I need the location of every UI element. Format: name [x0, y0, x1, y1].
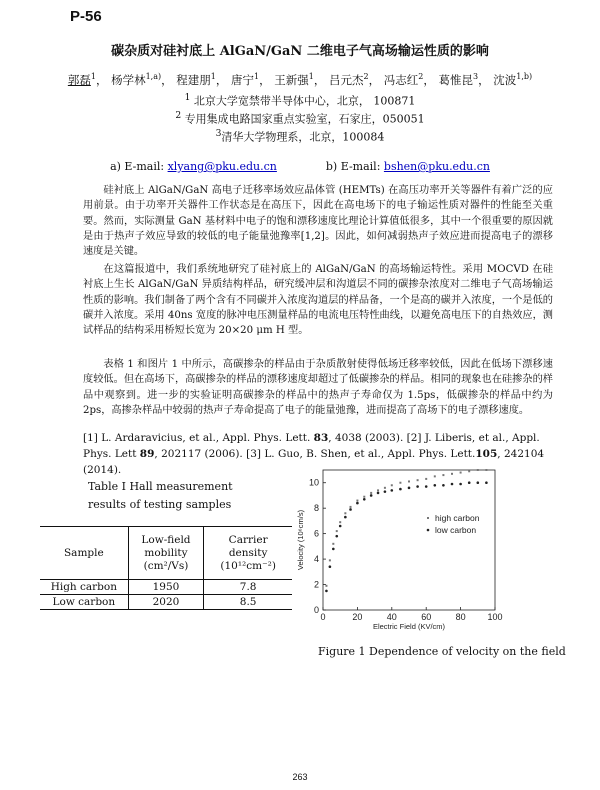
paper-title: 碳杂质对硅衬底上 AlGaN/GaN 二维电子气高场输运性质的影响	[111, 44, 489, 59]
data-point-low-carbon	[451, 483, 454, 486]
table-cell: Low carbon	[40, 595, 128, 610]
paper-id: P-56	[70, 8, 102, 25]
data-point-high-carbon	[442, 474, 444, 476]
data-point-high-carbon	[350, 506, 352, 508]
data-point-low-carbon	[391, 489, 394, 492]
data-point-low-carbon	[399, 488, 402, 491]
body-paragraph-1: 硅衬底上 AlGaN/GaN 高电子迁移率场效应晶体管 (HEMTs) 在高压功率开关等器件有着广泛的应用前景。由于功率开关器件工作状态是在高压下，因此在高电场下的电子输运性质对器件的性能至关重要。然而，实际测量 GaN 基材料中电子的饱和漂移速度比理论计算值低很多，其中一个很重要的原因就是由于热声子效应导致的较低的电子能量弛豫率[1,2]。因此，如何减弱热声子效应进而提高电子的漂移速度是关键。	[83, 185, 553, 258]
affiliation-1: $^1$ 北京大学宽禁带半导体中心，北京， 100871	[184, 92, 416, 108]
data-point-low-carbon	[434, 484, 437, 487]
header-mobility: Low-field mobility (cm²/Vs)	[128, 527, 204, 580]
data-point-low-carbon	[442, 484, 445, 487]
affiliation-2: $^2$ 专用集成电路国家重点实验室，石家庄，050051	[175, 110, 425, 126]
data-point-high-carbon	[477, 469, 479, 471]
references: [1] L. Ardaravicius, et al., Appl. Phys. Lett. 83, 4038 (2003). [2] J. Liberis, et al., Appl. Phys. Lett 89, 202117 (2006). [3] L. Guo, B. Shen, et al., Appl. Phys. Lett.105, 242104 (2014).	[83, 432, 545, 476]
data-point-low-carbon	[370, 494, 373, 497]
data-point-high-carbon	[408, 480, 410, 482]
data-point-high-carbon	[325, 585, 327, 587]
legend-marker-low-carbon	[427, 529, 430, 532]
data-point-low-carbon	[356, 502, 359, 505]
x-tick-label: 60	[421, 612, 432, 622]
data-point-high-carbon	[363, 496, 365, 498]
header-sample: Sample	[40, 527, 128, 580]
y-axis-label: Velocity (10⁶cm/s)	[296, 509, 305, 571]
data-point-low-carbon	[485, 481, 488, 484]
author-name: 郭磊	[67, 73, 91, 87]
data-point-high-carbon	[336, 530, 338, 532]
data-point-high-carbon	[370, 492, 372, 494]
data-point-high-carbon	[468, 470, 470, 472]
data-point-high-carbon	[332, 543, 334, 545]
data-point-high-carbon	[417, 479, 419, 481]
data-point-low-carbon	[416, 485, 419, 488]
data-point-high-carbon	[485, 469, 487, 471]
table-row	[40, 595, 292, 610]
x-axis-label: Electric Field (KV/cm)	[372, 622, 446, 631]
table-cell: 7.8	[204, 580, 292, 595]
data-point-high-carbon	[344, 512, 346, 514]
x-tick-label: 0	[320, 612, 326, 622]
y-tick-label: 2	[313, 579, 319, 590]
author-name: 杨学林	[111, 73, 146, 87]
table-caption: Table I Hall measurement results of testing samples	[88, 480, 233, 511]
x-tick-label: 20	[352, 612, 363, 622]
data-point-high-carbon	[391, 484, 393, 486]
page-number: 263	[292, 772, 308, 782]
data-point-high-carbon	[434, 475, 436, 477]
body-paragraph-3: 表格 1 和图片 1 中所示，高碳掺杂的样品由于杂质散射使得低场迁移率较低，因此在低场下漂移速度较低。但在高场下，高碳掺杂的样品的漂移速度却超过了低碳掺杂的样品。相同的现象也在硅掺杂的样品中观察到。进一步的实验证明高碳掺杂的样品中的热声子寿命仅为 1.5ps，低碳掺杂的样品中约为 2ps，高掺杂样品中较弱的热声子寿命提高了电子的能量弛豫，进而提高了高场下的电子漂移速度。	[83, 359, 553, 416]
plot-frame	[323, 470, 495, 610]
data-point-high-carbon	[399, 482, 401, 484]
author-name: 唐宁	[231, 73, 255, 87]
hall-measurement-table	[40, 526, 292, 610]
data-point-low-carbon	[344, 516, 347, 519]
data-point-low-carbon	[468, 481, 471, 484]
y-tick-label: 10	[308, 477, 319, 488]
author-name: 王新强	[274, 73, 309, 87]
x-tick-label: 40	[386, 612, 397, 622]
body-paragraph-2: 在这篇报道中，我们系统地研究了硅衬底上的 AlGaN/GaN 的高场输运特性。采用 MOCVD 在硅衬底上生长 AlGaN/GaN 异质结构样品，研究缓冲层和沟道层不同的碳掺杂浓度对二维电子气高场输运性质的影响。我们制备了两个含有不同碳并入浓度沟道层的样品备，一个是高的碳并入浓度，一个是低的碳并入浓度。采用 40ns 宽度的脉冲电压测量样品的电流电压特性曲线，以避免高电压下的自热效应，测试样品的结构采用桥短长宽为 20×20 μm H 型。	[83, 264, 553, 337]
email-link-b[interactable]: bshen@pku.edu.cn	[383, 160, 490, 173]
data-point-high-carbon	[451, 473, 453, 475]
data-point-high-carbon	[356, 500, 358, 502]
data-point-low-carbon	[377, 492, 380, 495]
data-point-low-carbon	[329, 565, 332, 568]
data-point-high-carbon	[377, 489, 379, 491]
author-name: 葛惟昆	[438, 73, 474, 87]
author-name: 冯志红	[383, 73, 419, 87]
data-point-low-carbon	[459, 483, 462, 486]
data-point-low-carbon	[332, 548, 335, 551]
data-point-high-carbon	[425, 478, 427, 480]
data-point-low-carbon	[384, 490, 387, 493]
x-tick-label: 100	[487, 612, 503, 622]
author-list: 郭磊$^1$， 杨学林$^{1,a)}$， 程建朋$^1$， 唐宁$^1$， 王新强$^1$， 吕元杰$^2$， 冯志红$^2$， 葛惟昆$^3$， 沈波$^{1,b)}$	[67, 72, 533, 87]
table-cell: 8.5	[204, 595, 292, 610]
author-name: 吕元杰	[329, 73, 364, 87]
data-point-low-carbon	[339, 525, 342, 528]
data-point-low-carbon	[425, 485, 428, 488]
data-point-low-carbon	[477, 481, 480, 484]
velocity-field-chart	[295, 462, 510, 632]
data-point-high-carbon	[384, 487, 386, 489]
table-row	[40, 580, 292, 595]
email-link-a[interactable]: xlyang@pku.edu.cn	[167, 160, 277, 173]
table-header-row	[40, 527, 292, 580]
data-point-high-carbon	[339, 521, 341, 523]
data-point-low-carbon	[349, 508, 352, 511]
email-line: a) E-mail: xlyang@pku.edu.cn b) E-mail: bshen@pku.edu.cn	[110, 160, 490, 173]
header-density: Carrier density (10¹²cm⁻²)	[204, 527, 292, 580]
table-cell: 2020	[128, 595, 204, 610]
figure-caption: Figure 1 Dependence of velocity on the field	[318, 645, 566, 658]
data-point-low-carbon	[335, 535, 338, 538]
y-tick-label: 8	[313, 503, 319, 514]
data-point-high-carbon	[329, 559, 331, 561]
affiliation-3: $^3$清华大学物理系，北京，100084	[215, 128, 385, 144]
table-cell: 1950	[128, 580, 204, 595]
data-point-low-carbon	[325, 590, 328, 593]
y-tick-label: 4	[313, 554, 319, 565]
author-name: 沈波	[493, 73, 517, 87]
y-tick-label: 0	[313, 605, 319, 615]
legend-label-high-carbon: high carbon	[435, 513, 480, 523]
table-cell: High carbon	[40, 580, 128, 595]
data-point-low-carbon	[408, 487, 411, 490]
author-name: 程建朋	[176, 73, 211, 87]
legend-label-low-carbon: low carbon	[435, 525, 477, 535]
x-tick-label: 80	[455, 612, 466, 622]
y-tick-label: 6	[313, 528, 319, 539]
data-point-low-carbon	[363, 498, 366, 501]
data-point-high-carbon	[460, 472, 462, 474]
legend-marker-high-carbon	[427, 517, 429, 519]
